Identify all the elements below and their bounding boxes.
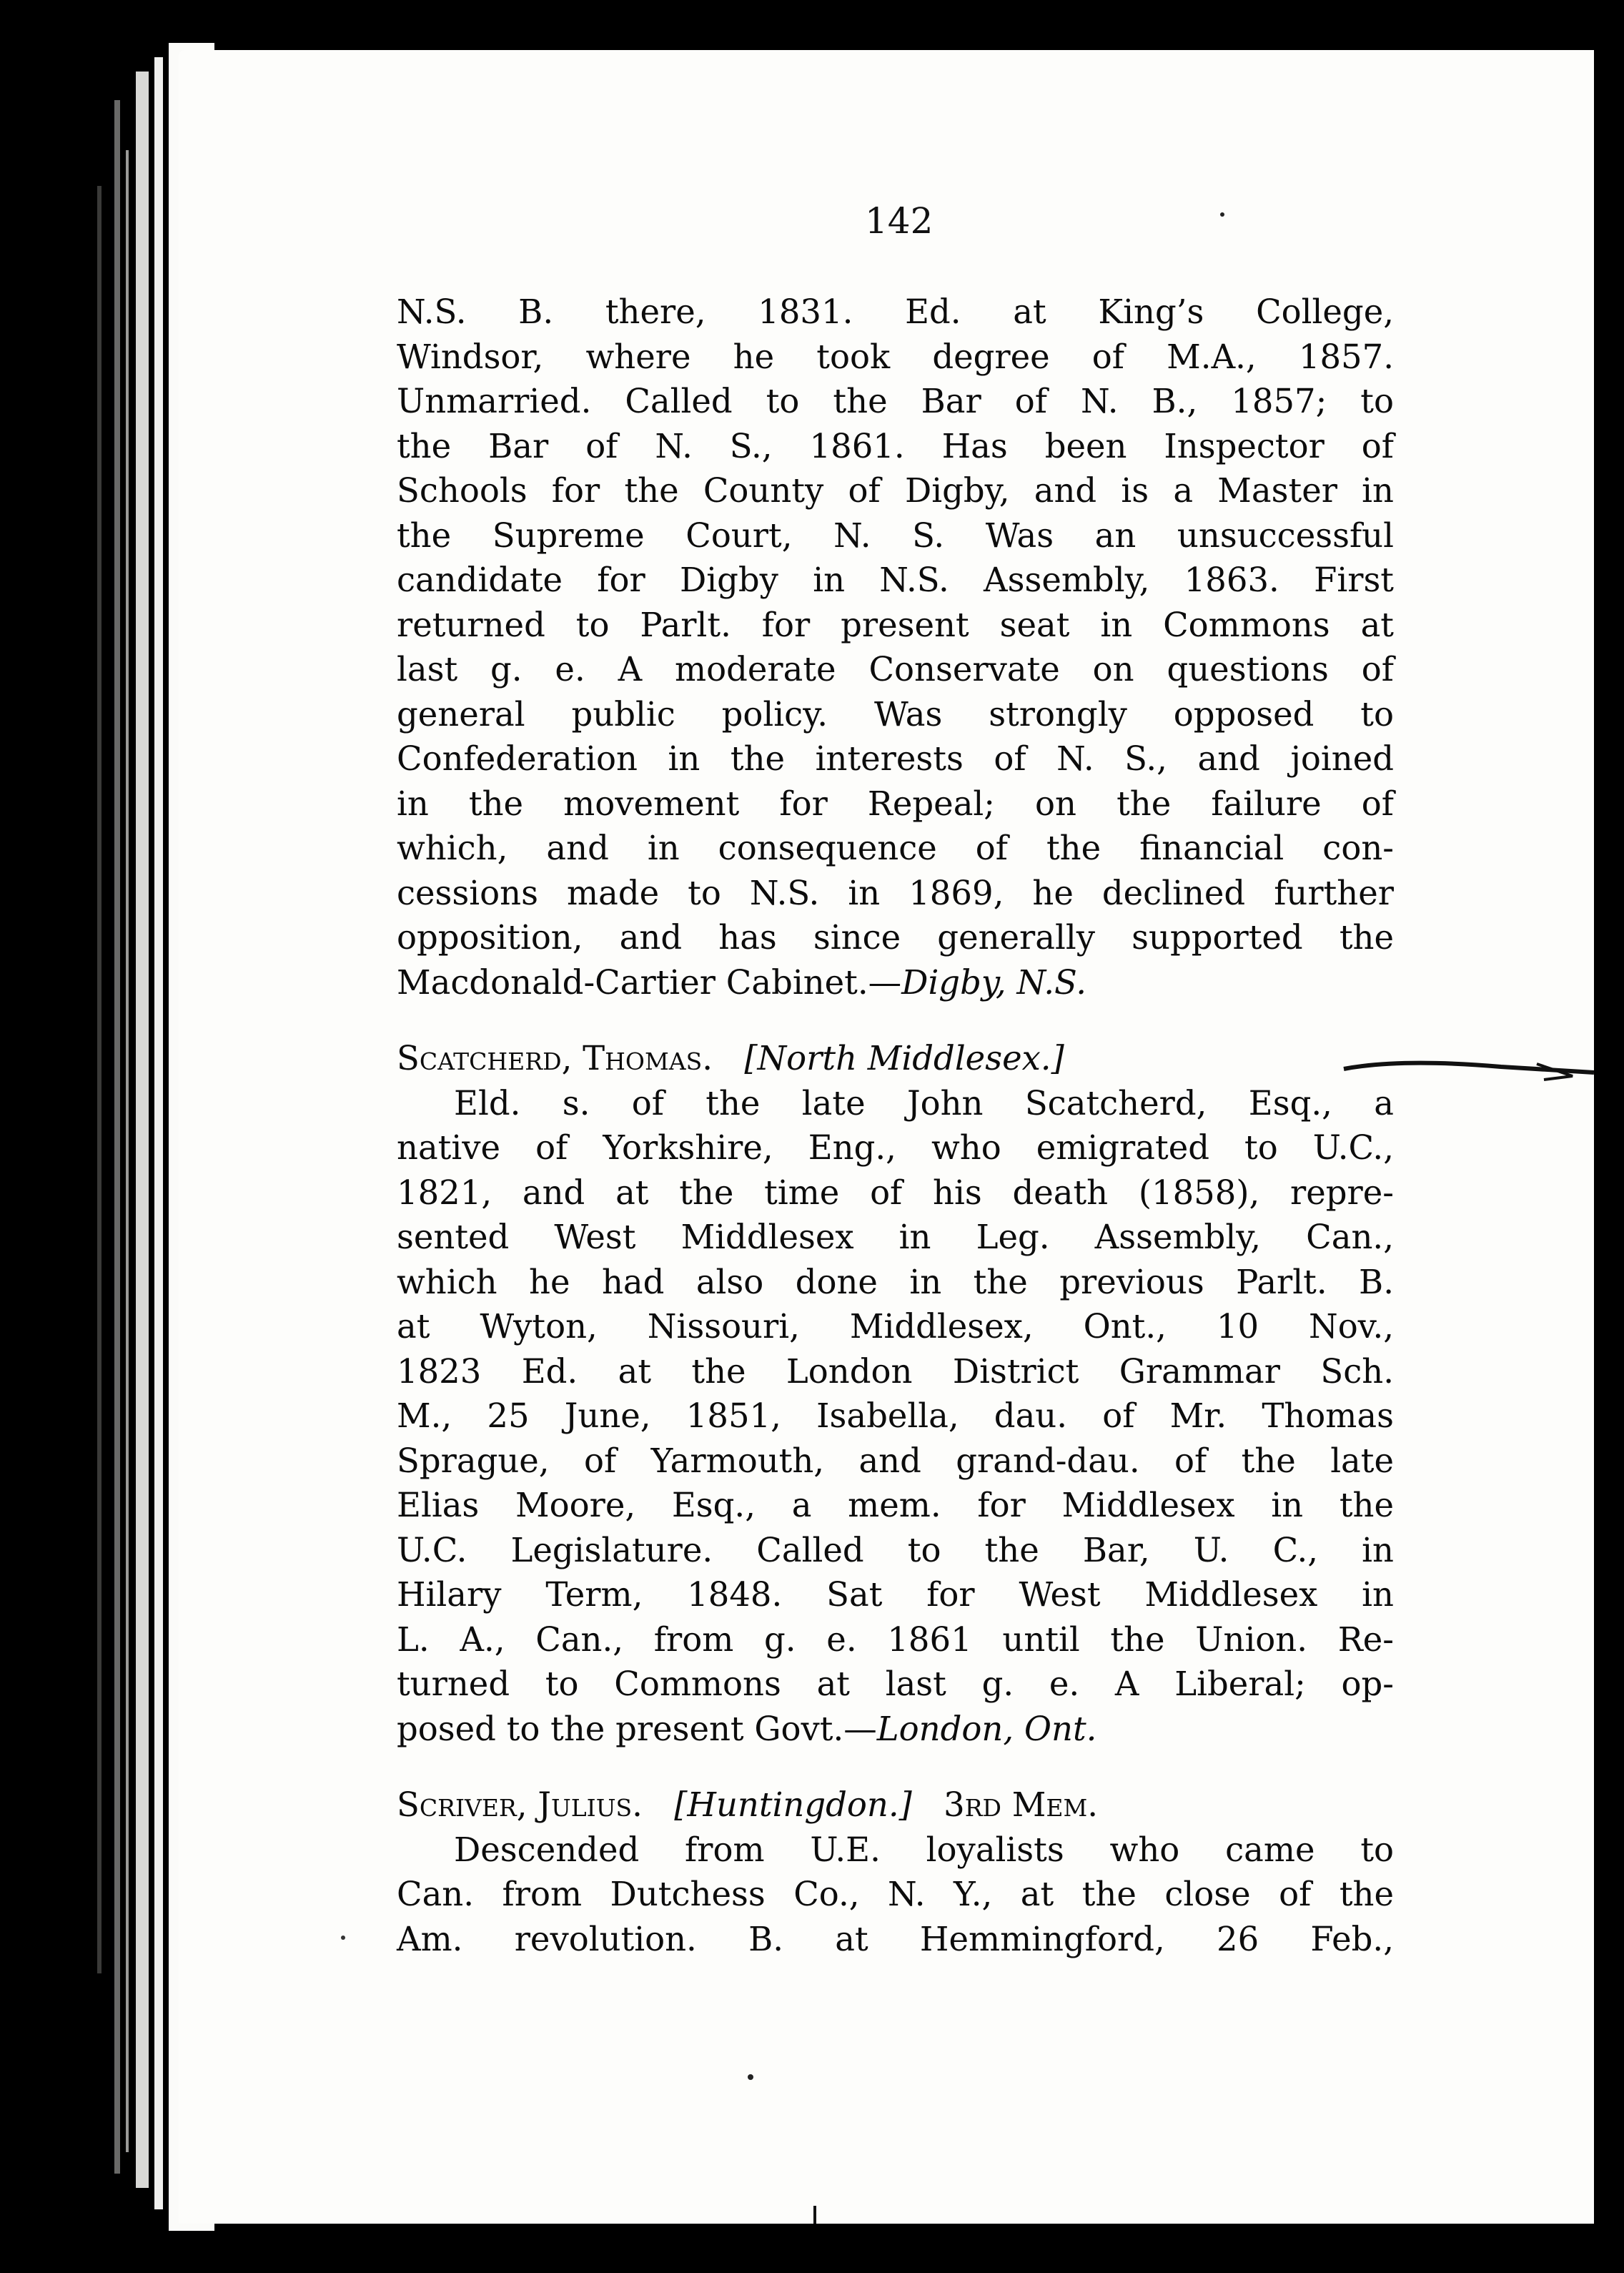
residence-place: Digby, N.S. <box>901 962 1086 1002</box>
text-line: M., 25 June, 1851, Isabella, dau. of Mr. Thomas <box>397 1396 1394 1435</box>
text-line-prefix: Macdonald-Cartier Cabinet.— <box>397 962 902 1002</box>
constituency: [North Middlesex.] <box>744 1039 1064 1078</box>
text-line-last <box>397 1707 1394 1752</box>
text-line: returned to Parlt. for present seat in Commons at <box>397 605 1394 644</box>
text-line: candidate for Digby in N.S. Assembly, 1863. First <box>397 561 1394 599</box>
paragraph-gap <box>397 1005 1394 1036</box>
residence-place: London, Ont. <box>876 1709 1097 1748</box>
text-line: Can. from Dutchess Co., N. Y., at the close of the <box>397 1875 1394 1913</box>
text-line: which he had also done in the previous Parlt. B. <box>397 1262 1394 1301</box>
text-line: N.S. B. there, 1831. Ed. at King’s College, <box>397 292 1394 331</box>
text-line: which, and in consequence of the financial con- <box>397 829 1394 867</box>
text-line: opposition, and has since generally supported the <box>397 918 1394 957</box>
text-line: sented West Middlesex in Leg. Assembly, Can., <box>397 1218 1394 1256</box>
text-line: Elias Moore, Esq., a mem. for Middlesex in the <box>397 1486 1394 1524</box>
text-line: last g. e. A moderate Conservate on questions of <box>397 650 1394 689</box>
text-line: general public policy. Was strongly opposed to <box>397 694 1394 734</box>
member-note: 3rd Mem. <box>944 1785 1099 1824</box>
text-line: Hilary Term, 1848. Sat for West Middlesex in <box>397 1575 1394 1614</box>
text-line: Schools for the County of Digby, and is a Master in <box>397 471 1394 510</box>
page-number: 142 <box>865 200 934 242</box>
member-name: Scatcherd, Thomas. <box>397 1039 713 1078</box>
text-line: L. A., Can., from g. e. 1861 until the Union. Re- <box>397 1619 1394 1659</box>
text-line: Am. revolution. B. at Hemmingford, 26 Feb., <box>397 1919 1394 1958</box>
constituency: [Huntingdon.] <box>674 1785 912 1824</box>
text-line: cessions made to N.S. in 1869, he declined further <box>397 873 1394 912</box>
member-name: Scriver, Julius. <box>397 1785 643 1824</box>
continued-entry <box>397 290 1394 1005</box>
text-line: native of Yorkshire, Eng., who emigrated to U.C., <box>397 1128 1394 1167</box>
text-line: Windsor, where he took degree of M.A., 1857. <box>397 337 1394 376</box>
entry-scriver <box>397 1783 1394 1961</box>
text-line: Confederation in the interests of N. S., and joined <box>397 739 1394 778</box>
paragraph-gap <box>397 1751 1394 1783</box>
text-line-prefix: posed to the present Govt.— <box>397 1709 877 1748</box>
text-line: Descended from U.E. loyalists who came to <box>454 1830 1394 1869</box>
text-line: in the movement for Repeal; on the failure of <box>397 784 1394 823</box>
entry-heading <box>397 1783 1394 1828</box>
text-line: U.C. Legislature. Called to the Bar, U. C., in <box>397 1530 1394 1569</box>
text-line: Unmarried. Called to the Bar of N. B., 1857; to <box>397 382 1394 420</box>
text-line: 1821, and at the time of his death (1858), repre- <box>397 1173 1394 1212</box>
entry-scatcherd <box>397 1036 1394 1751</box>
text-line-last <box>397 960 1394 1005</box>
text-line: the Supreme Court, N. S. Was an unsuccessful <box>397 516 1394 555</box>
text-line: Eld. s. of the late John Scatcherd, Esq., a <box>454 1083 1394 1123</box>
text-line: Sprague, of Yarmouth, and grand-dau. of the late <box>397 1441 1394 1480</box>
entry-heading <box>397 1036 1394 1081</box>
text-line: the Bar of N. S., 1861. Has been Inspector of <box>397 426 1394 465</box>
page-body <box>397 290 1394 1961</box>
text-line: at Wyton, Nissouri, Middlesex, Ont., 10 Nov., <box>397 1307 1394 1346</box>
text-line: turned to Commons at last g. e. A Liberal; op- <box>397 1665 1394 1703</box>
text-line: 1823 Ed. at the London District Grammar Sch. <box>397 1351 1394 1391</box>
